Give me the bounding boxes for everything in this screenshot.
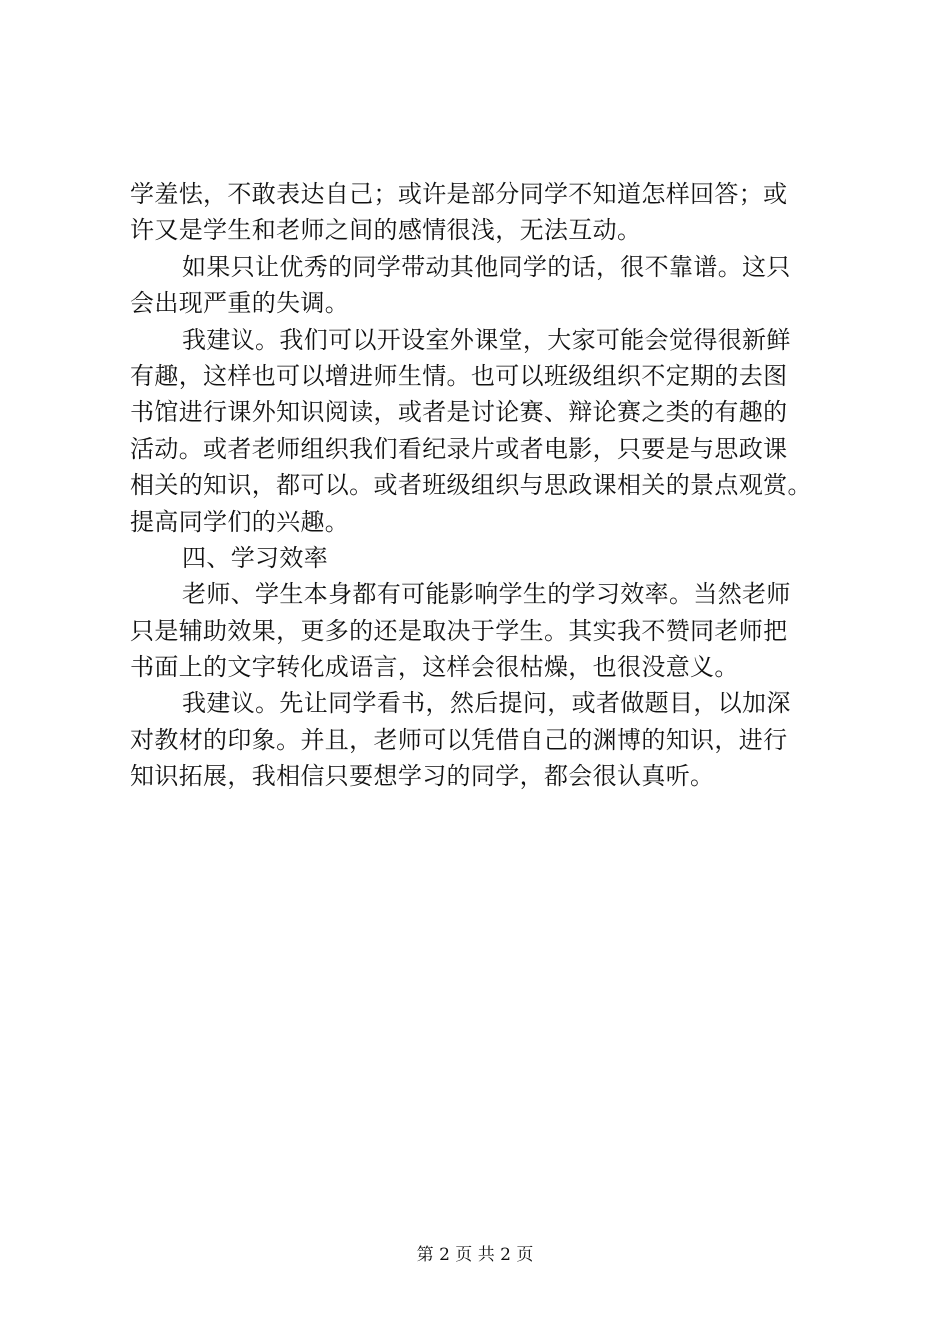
text-line: 书面上的文字转化成语言，这样会很枯燥，也很没意义。: [130, 653, 739, 682]
text-line: 老师、学生本身都有可能影响学生的学习效率。当然老师: [182, 580, 791, 609]
document-body: [130, 176, 835, 795]
text-line: 相关的知识，都可以。或者班级组织与思政课相关的景点观赏。: [130, 471, 812, 500]
text-line: 我建议。先让同学看书，然后提问，或者做题目，以加深: [182, 689, 791, 718]
text-line: 只是辅助效果，更多的还是取决于学生。其实我不赞同老师把: [130, 616, 788, 645]
text-line: 许又是学生和老师之间的感情很浅，无法互动。: [130, 216, 642, 245]
text-line: 书馆进行课外知识阅读，或者是讨论赛、辩论赛之类的有趣的: [130, 398, 788, 427]
text-line: 学羞怯，不敢表达自己；或许是部分同学不知道怎样回答；或: [130, 180, 788, 208]
text-line: 对教材的印象。并且，老师可以凭借自己的渊博的知识，进行: [130, 725, 788, 754]
text-line: 有趣，这样也可以增进师生情。也可以班级组织不定期的去图: [130, 361, 788, 390]
text-line: 知识拓展，我相信只要想学习的同学，都会很认真听。: [130, 762, 715, 791]
text-line: 会出现严重的失调。: [130, 289, 350, 318]
text-line: 提高同学们的兴趣。: [130, 507, 350, 536]
text-line: 如果只让优秀的同学带动其他同学的话，很不靠谱。这只: [182, 252, 791, 281]
text-line: 活动。或者老师组织我们看纪录片或者电影，只要是与思政课: [130, 434, 788, 463]
text-line: 我建议。我们可以开设室外课堂，大家可能会觉得很新鲜: [182, 325, 791, 354]
section-heading: 四、学习效率: [182, 543, 329, 572]
page-number-footer: 第 2 页 共 2 页: [416, 1245, 534, 1265]
